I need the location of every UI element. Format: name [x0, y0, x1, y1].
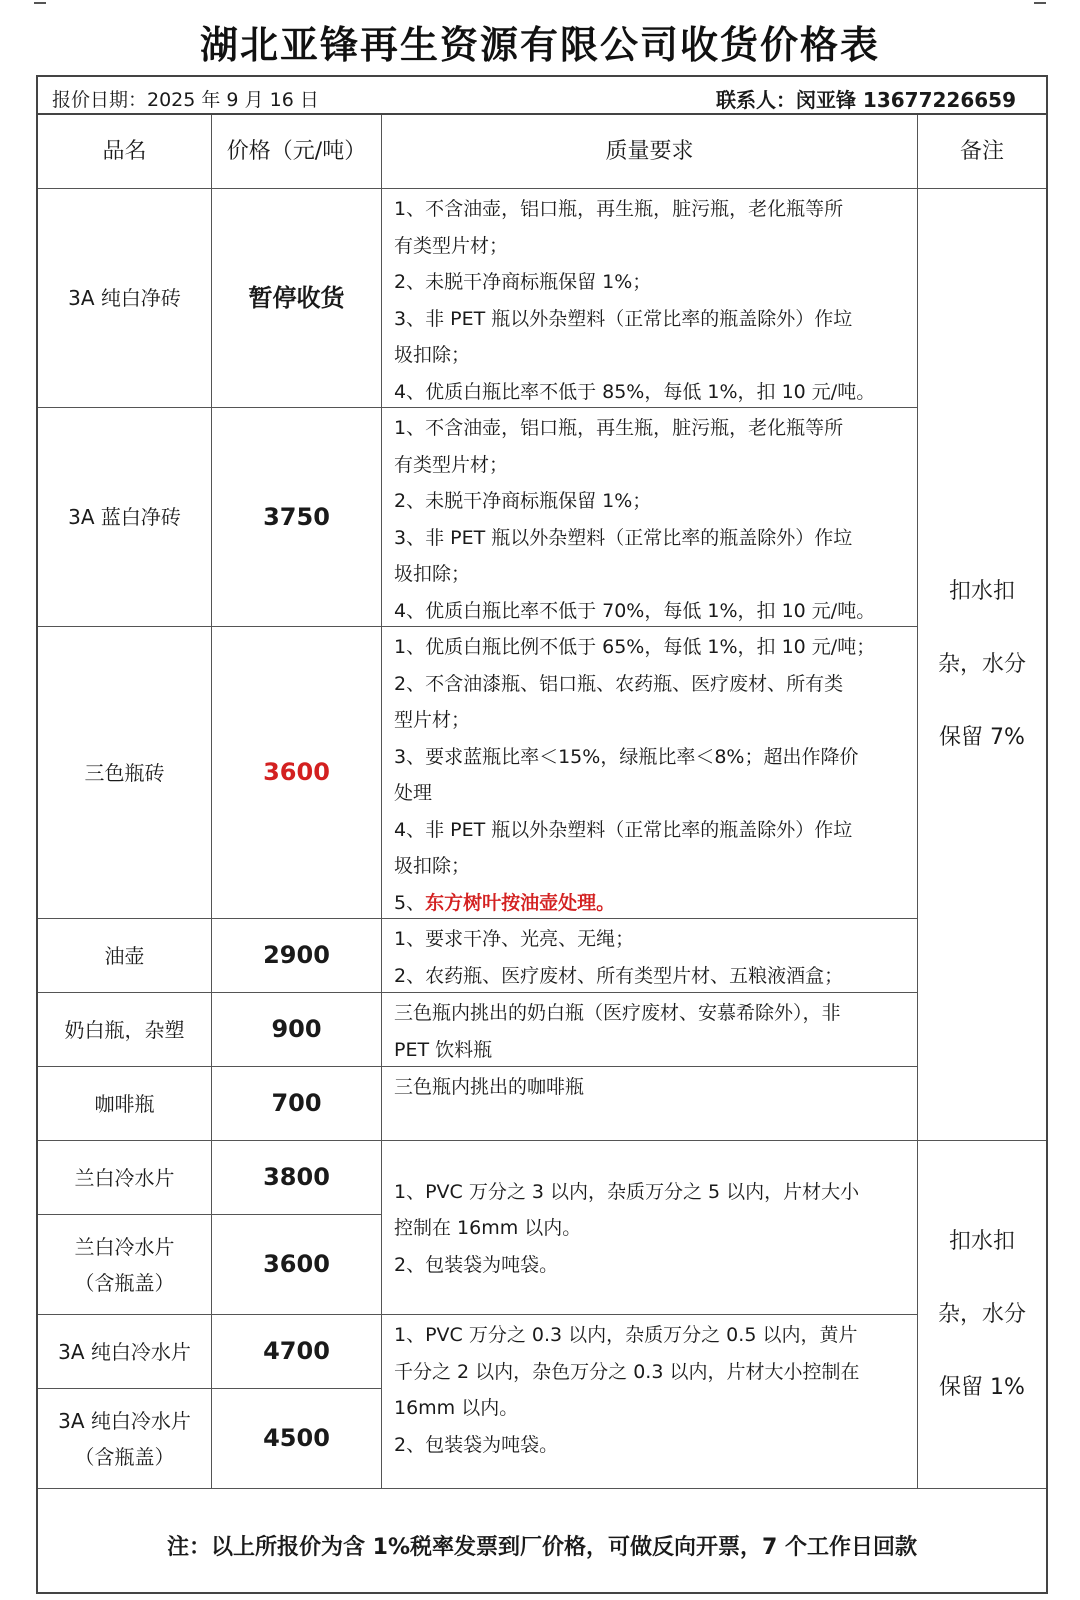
note-line: 扣水扣 [948, 1229, 1015, 1254]
req-line: 1、不含油壶，铝口瓶，再生瓶，脏污瓶，老化瓶等所 [394, 417, 844, 439]
product-name-sub: （含瓶盖） [74, 1444, 175, 1469]
quality-requirement [382, 919, 918, 993]
req-line: 圾扣除； [394, 855, 471, 877]
req-line: 4、非 PET 瓶以外杂塑料（正常比率的瓶盖除外）作垃 [394, 818, 853, 841]
req-line: 1、不含油壶，铝口瓶，再生瓶，脏污瓶，老化瓶等所 [394, 198, 844, 220]
req-line: 型片材； [394, 709, 471, 731]
req-line: 1、PVC 万分之 3 以内，杂质万分之 5 以内，片材大小 [394, 1180, 860, 1203]
req-line: 2、未脱干净商标瓶保留 1%； [394, 490, 652, 512]
req-line: 三色瓶内挑出的咖啡瓶 [394, 1076, 585, 1098]
product-name-sub: （含瓶盖） [74, 1270, 175, 1295]
req-line: 处理 [394, 782, 433, 804]
product-name [38, 1215, 212, 1315]
quality-requirement [382, 1067, 918, 1141]
product-price: 4700 [212, 1315, 382, 1389]
req-line: 有类型片材； [394, 453, 509, 476]
product-name-line: 兰白冷水片 [74, 1234, 175, 1259]
req-line: PET 饮料瓶 [394, 1038, 493, 1061]
quality-requirement [382, 627, 918, 919]
req-line: 1、要求干净、光亮、无绳； [394, 928, 635, 950]
quality-requirement [382, 1315, 918, 1489]
product-price: 2900 [212, 919, 382, 993]
req-line: 2、农药瓶、医疗废材、所有类型片材、五粮液酒盒； [394, 964, 844, 987]
note-line: 杂，水分 [937, 1302, 1026, 1327]
quote-date: 报价日期：2025 年 9 月 16 日 [52, 89, 319, 111]
req-line: 3、非 PET 瓶以外杂塑料（正常比率的瓶盖除外）作垃 [394, 307, 853, 330]
product-price: 3800 [212, 1141, 382, 1215]
product-price: 900 [212, 993, 382, 1067]
product-name: 奶白瓶，杂塑 [38, 993, 212, 1067]
req-line: 2、包装袋为吨袋。 [394, 1253, 559, 1276]
price-table [38, 115, 1046, 1499]
note-line: 保留 7% [939, 725, 1025, 750]
product-name: 兰白冷水片 [38, 1141, 212, 1215]
note-line: 扣水扣 [948, 579, 1015, 604]
req-line: 1、PVC 万分之 0.3 以内，杂质万分之 0.5 以内，黄片 [394, 1324, 858, 1346]
quality-requirement [382, 408, 918, 627]
req-line: 控制在 16mm 以内。 [394, 1217, 582, 1240]
page-title: 湖北亚锋再生资源有限公司收货价格表 [199, 23, 880, 67]
req-line: 4、优质白瓶比率不低于 70%，每低 1%，扣 10 元/吨。 [394, 599, 876, 622]
price-sheet [36, 75, 1048, 1594]
req-line: 3、非 PET 瓶以外杂塑料（正常比率的瓶盖除外）作垃 [394, 526, 853, 549]
product-name [38, 1389, 212, 1489]
product-name: 3A 纯白净砖 [38, 189, 212, 408]
header-price: 价格（元/吨） [212, 115, 382, 189]
req-line: 2、包装袋为吨袋。 [394, 1433, 559, 1456]
req-line: 千分之 2 以内，杂色万分之 0.3 以内，片材大小控制在 [394, 1360, 860, 1383]
info-bar [38, 77, 1046, 115]
top-edge-mark-left [34, 0, 46, 4]
top-edge-mark-right [1034, 0, 1046, 4]
req-line-highlight [394, 885, 875, 922]
req-line: 三色瓶内挑出的奶白瓶（医疗废材、安慕希除外），非 [394, 1002, 841, 1024]
header-requirement: 质量要求 [382, 115, 918, 189]
note-deduction-7pct [918, 189, 1046, 1141]
product-price: 暂停收货 [212, 189, 382, 408]
product-price: 3600 [212, 1215, 382, 1315]
footer-note: 注：以上所报价为含 1%税率发票到厂价格，可做反向开票，7 个工作日回款 [167, 1535, 917, 1560]
product-price: 3600 [212, 627, 382, 919]
product-name-line: 3A 纯白冷水片 [58, 1408, 191, 1433]
product-name: 3A 蓝白净砖 [38, 408, 212, 627]
req-line: 16mm 以内。 [394, 1397, 519, 1419]
req-line: 2、未脱干净商标瓶保留 1%； [394, 271, 652, 293]
product-name: 3A 纯白冷水片 [38, 1315, 212, 1389]
product-name: 三色瓶砖 [38, 627, 212, 919]
header-note: 备注 [918, 115, 1046, 189]
quality-requirement [382, 1141, 918, 1315]
req-line: 圾扣除； [394, 344, 471, 366]
product-price: 3750 [212, 408, 382, 627]
product-price: 700 [212, 1067, 382, 1141]
req-line: 4、优质白瓶比率不低于 85%，每低 1%，扣 10 元/吨。 [394, 380, 876, 403]
req-line: 有类型片材； [394, 234, 509, 257]
product-price: 4500 [212, 1389, 382, 1489]
contact-info: 联系人：闵亚锋 13677226659 [715, 88, 1016, 112]
header-name: 品名 [38, 115, 212, 189]
quality-requirement [382, 993, 918, 1067]
req-line: 2、不含油漆瓶、铝口瓶、农药瓶、医疗废材、所有类 [394, 672, 844, 695]
req-highlight-text: 东方树叶按油壶处理。 [425, 891, 616, 914]
req-item-number: 5、 [394, 891, 426, 914]
note-line: 保留 1% [939, 1375, 1025, 1400]
req-line: 3、要求蓝瓶比率＜15%，绿瓶比率＜8%；超出作降价 [394, 745, 859, 768]
req-line: 1、优质白瓶比例不低于 65%，每低 1%，扣 10 元/吨； [394, 636, 876, 658]
product-name: 油壶 [38, 919, 212, 993]
note-deduction-1pct [918, 1141, 1046, 1489]
note-line: 杂，水分 [937, 652, 1026, 677]
quality-requirement [382, 189, 918, 408]
req-line: 圾扣除； [394, 563, 471, 585]
product-name: 咖啡瓶 [38, 1067, 212, 1141]
